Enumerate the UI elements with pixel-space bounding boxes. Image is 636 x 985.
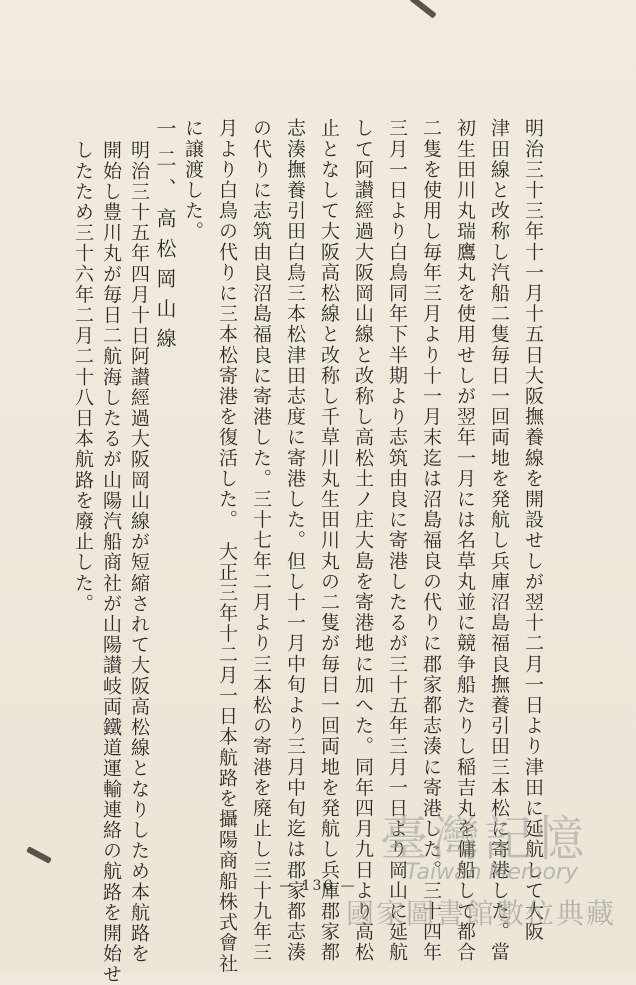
text-column: 明治三十三年十一月十五日大阪撫養線を開設せしが翌十二月一日より津田に延航して大阪 xyxy=(522,118,544,942)
watermark-logo: 臺灣記憶 xyxy=(379,811,588,867)
watermark-english: Taiwan Memory xyxy=(405,860,578,885)
page-fold-mark xyxy=(26,846,52,864)
text-column: 二隻を使用し毎年三月より十一月末迄は沼島福良の代りに郡家都志湊に寄港した。三十四年 xyxy=(420,118,442,963)
text-column: 初生田川丸瑞鷹丸を使用せしが翌年一月には名草丸並に競争船たりし稲吉丸を傭船して都合 xyxy=(454,118,476,963)
page-number: — 136 — xyxy=(279,878,357,894)
section-text-column: したため三十六年二月二十八日本航路を廢止した。 xyxy=(72,140,94,614)
text-column: 三月一日より白鳥同年下半期より志筑由良に寄港したるが三十五年三月一日より岡山に延航 xyxy=(386,118,408,963)
text-column: 月より白鳥の代りに三本松寄港を復活した。 大正三年十二月一日本航路を攝陽商船株式會社 xyxy=(216,118,238,974)
section-title: 一二、高松岡山線 xyxy=(153,118,177,358)
text-column: して阿讃經過大阪岡山線と改称し高松土ノ庄大島を寄港地に加へた。同年四月九日より高松 xyxy=(352,118,374,963)
text-column: 志湊撫養引田白鳥三本松津田志度に寄港した。但し十一月中旬より三月中旬迄は郡家都志湊 xyxy=(284,118,306,963)
text-column: の代りに志筑由良沼島福良に寄港した。三十七年二月より三本松の寄港を廃止し三十九年三 xyxy=(250,118,272,963)
text-column: 止となして大阪高松線と改称し千草川丸生田川丸の二隻が毎日一回両地を発航し兵庫郡家都 xyxy=(318,118,340,963)
text-column: 津田線と改称し汽船二隻毎日一回両地を発航し兵庫沼島福良撫養引田三本松に寄港した。當 xyxy=(488,118,510,963)
text-column: に譲渡した。 xyxy=(182,118,204,242)
library-watermark xyxy=(316,800,616,940)
section-text-column: 開始し豊川丸が毎日二航海したるが山陽汽船商社が山陽讃岐両鐵道運輸連絡の航路を開始せ xyxy=(100,140,122,985)
watermark-chinese: 國家圖書館數位典藏 xyxy=(345,897,616,930)
page-fold-mark xyxy=(409,0,436,19)
section-text-column: 明治三十五年四月十日阿讃經過大阪岡山線が短縮されて大阪高松線となりしため本航路を xyxy=(128,140,150,964)
